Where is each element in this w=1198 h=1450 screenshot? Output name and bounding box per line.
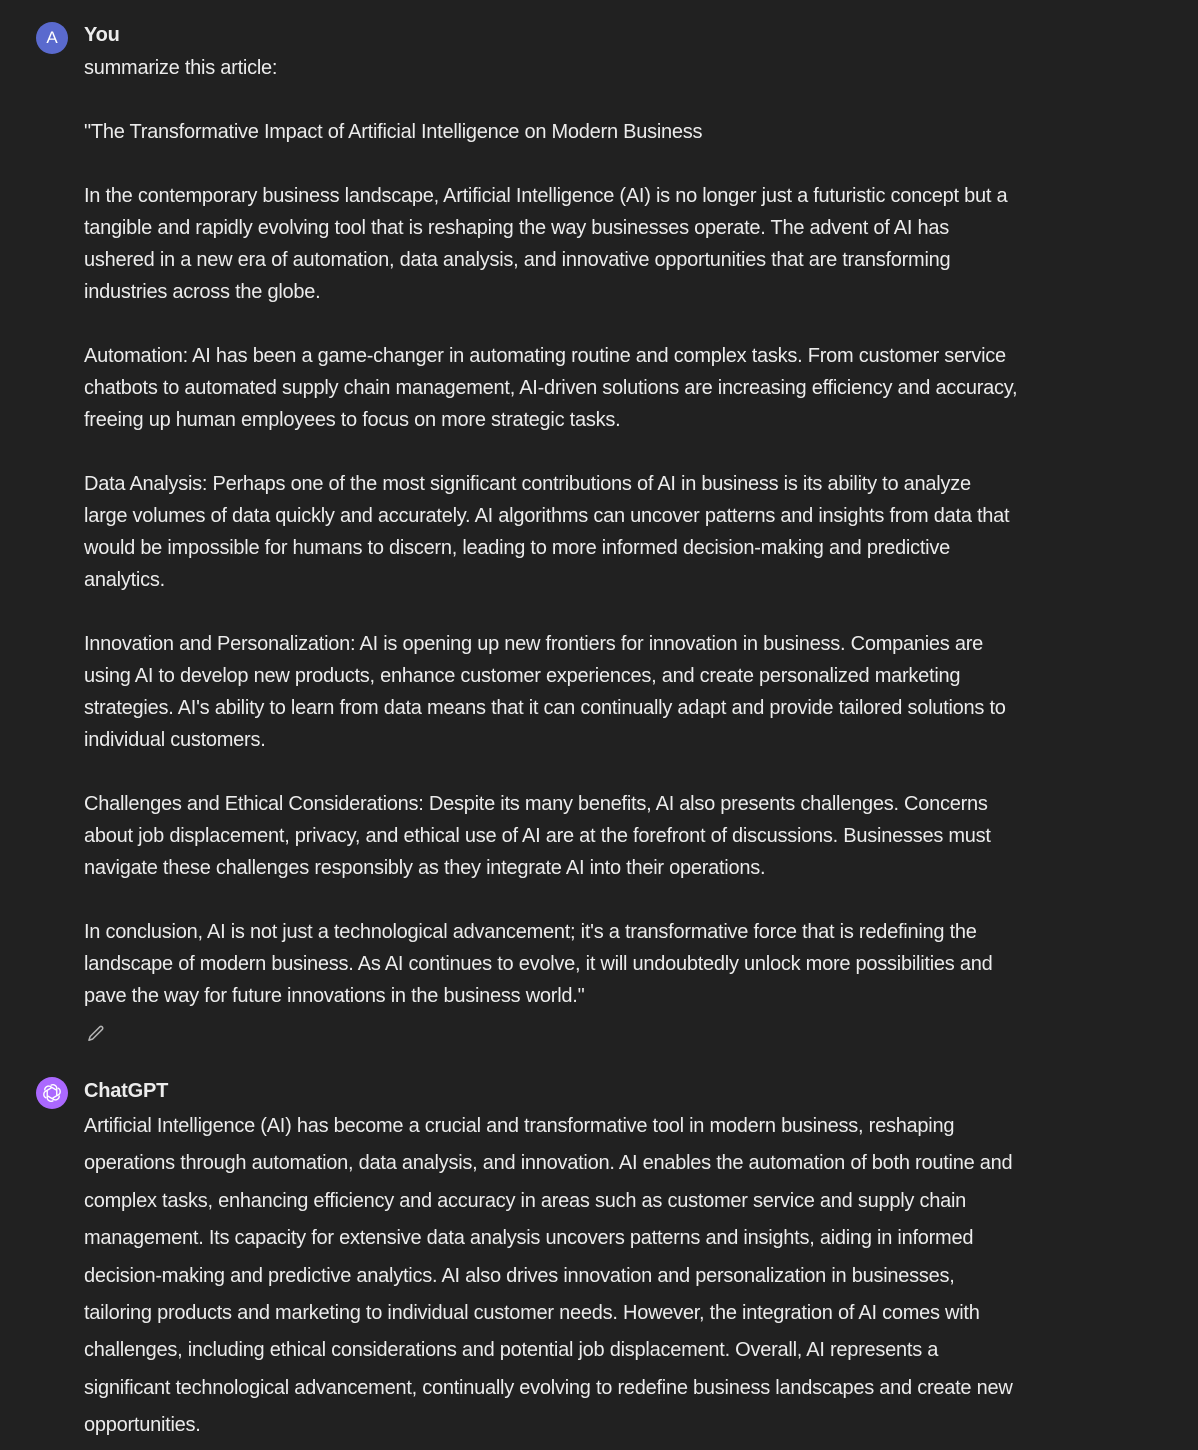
user-avatar [36, 22, 68, 54]
chatgpt-avatar [36, 1077, 68, 1109]
user-paragraph: Automation: AI has been a game-changer in automating routine and complex tasks. From customer service chatbots to automated supply chain management, AI-driven solutions are increasing efficiency and accuracy, freeing up human employees to focus on more strategic tasks. [84, 345, 1018, 431]
user-author-name: You [84, 24, 120, 46]
edit-message-button[interactable] [84, 1022, 108, 1046]
user-paragraph: summarize this article: [84, 57, 278, 79]
assistant-author-name: ChatGPT [84, 1080, 169, 1102]
user-paragraph: "The Transformative Impact of Artificial Intelligence on Modern Business [84, 121, 703, 143]
assistant-paragraph: Artificial Intelligence (AI) has become a crucial and transformative tool in modern business, reshaping operations through automation, data analysis, and innovation. AI enables the automation of both routine and complex tasks, enhancing efficiency and accuracy in areas such as customer service and supply chain management. Its capacity for extensive data analysis uncovers patterns and insights, aiding in informed decision-making and predictive analytics. AI also drives innovation and personalization in businesses, tailoring products and marketing to individual customer needs. However, the integration of AI comes with challenges, including ethical considerations and potential job displacement. Overall, AI represents a significant technological advancement, continually evolving to redefine business landscapes and create new opportunities. [84, 1115, 1013, 1437]
user-message-body [84, 52, 1019, 1012]
user-paragraph: In the contemporary business landscape, Artificial Intelligence (AI) is no longer just a futuristic concept but a tangible and rapidly evolving tool that is reshaping the way businesses operate. The advent of AI has ushered in a new era of automation, data analysis, and innovative opportunities that are transforming industries across the globe. [84, 185, 1008, 303]
user-paragraph: In conclusion, AI is not just a technological advancement; it's a transformative force that is redefining the landscape of modern business. As AI continues to evolve, it will undoubtedly unlock more possibilities and pave the way for future innovations in the business world." [84, 921, 993, 1007]
assistant-message-body [84, 1108, 1019, 1445]
user-paragraph: Challenges and Ethical Considerations: Despite its many benefits, AI also presents challenges. Concerns about job displacement, privacy, and ethical use of AI are at the forefront of discussions. Businesses must navigate these challenges responsibly as they integrate AI into their operations. [84, 793, 991, 879]
user-paragraph: Innovation and Personalization: AI is opening up new frontiers for innovation in business. Companies are using AI to develop new products, enhance customer experiences, and create personalized marketing strategies. AI's ability to learn from data means that it can continually adapt and provide tailored solutions to individual customers. [84, 633, 1006, 751]
pencil-icon [86, 1024, 106, 1044]
user-avatar-initial: A [46, 28, 58, 47]
openai-logo-icon [41, 1082, 63, 1104]
user-paragraph: Data Analysis: Perhaps one of the most significant contributions of AI in business is its ability to analyze large volumes of data quickly and accurately. AI algorithms can uncover patterns and insights from data that would be impossible for humans to discern, leading to more informed decision-making and predictive analytics. [84, 473, 1010, 591]
